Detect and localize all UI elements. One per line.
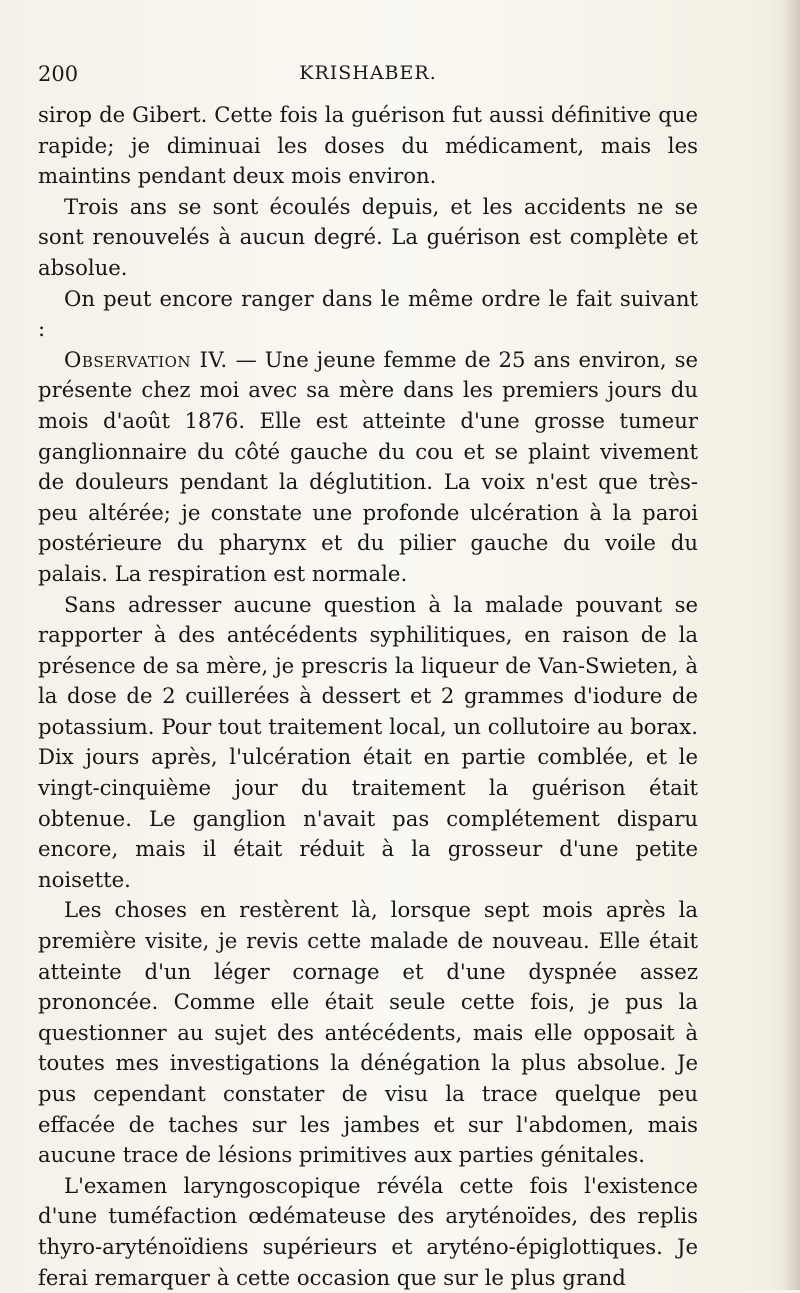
page-header (38, 62, 698, 92)
observation-text: — Une jeune femme de 25 ans environ, se présente chez moi avec sa mère dans les premiers jours du mois d'août 1876. Elle est atteinte d'une grosse tumeur ganglionnaire du côté gauche du cou et se plaint vivement de douleurs pendant la déglutition. La voix n'est que très-peu altérée; je constate une profonde ulcération à la paroi postérieure du pharynx et du pilier gauche du voile du palais. La respiration est normale. (38, 346, 698, 586)
observation-label: Observation IV. (64, 346, 228, 372)
paragraph-second-visit: Les choses en restèrent là, lorsque sept mois après la première visite, je revis cette malade de nouveau. Elle était atteinte d'un léger cornage et d'une dyspnée assez prononcée. Comme elle était seule cette fois, je pus la questionner au sujet des antécédents, mais elle opposait à toutes mes investigations la dénégation la plus absolue. Je pus cependant constater de visu la trace quelque peu effacée de taches sur les jambes et sur l'abdomen, mais aucune trace de lésions primitives aux parties génitales. (38, 897, 698, 1168)
running-head: KRISHABER. (299, 62, 437, 84)
page-spine-shadow (782, 0, 800, 1290)
paragraph-cure-result: Trois ans se sont écoulés depuis, et les accidents ne se sont renouvelés à aucun degré. La guérison est complète et absolue. (38, 193, 698, 280)
body-text (38, 100, 698, 1293)
paragraph-laryngoscopy: L'examen laryngoscopique révéla cette fois l'existence d'une tuméfaction œdémateuse des aryténoïdes, des replis thyro-aryténoïdiens supérieurs et aryténo-épiglottiques. Je ferai remarquer à cette occasion que sur le plus grand (38, 1172, 698, 1290)
paragraph-continuation: sirop de Gibert. Cette fois la guérison fut aussi définitive que rapide; je diminuai les doses du médicament, mais les maintins pendant deux mois environ. (38, 102, 698, 189)
page-number: 200 (38, 62, 79, 86)
paragraph-transition: On peut encore ranger dans le même ordre le fait suivant : (38, 285, 698, 342)
paragraph-observation-iv (38, 345, 698, 590)
paragraph-treatment: Sans adresser aucune question à la malade pouvant se rapporter à des antécédents syphilitiques, en raison de la présence de sa mère, je prescris la liqueur de Van-Swieten, à la dose de 2 cuillerées à dessert et 2 grammes d'iodure de potassium. Pour tout traitement local, un collutoire au borax. Dix jours après, l'ulcération était en partie comblée, et le vingt-cinquième jour du traitement la guérison était obtenue. Le ganglion n'avait pas complétement disparu encore, mais il était réduit à la grosseur d'une petite noisette. (38, 591, 698, 892)
